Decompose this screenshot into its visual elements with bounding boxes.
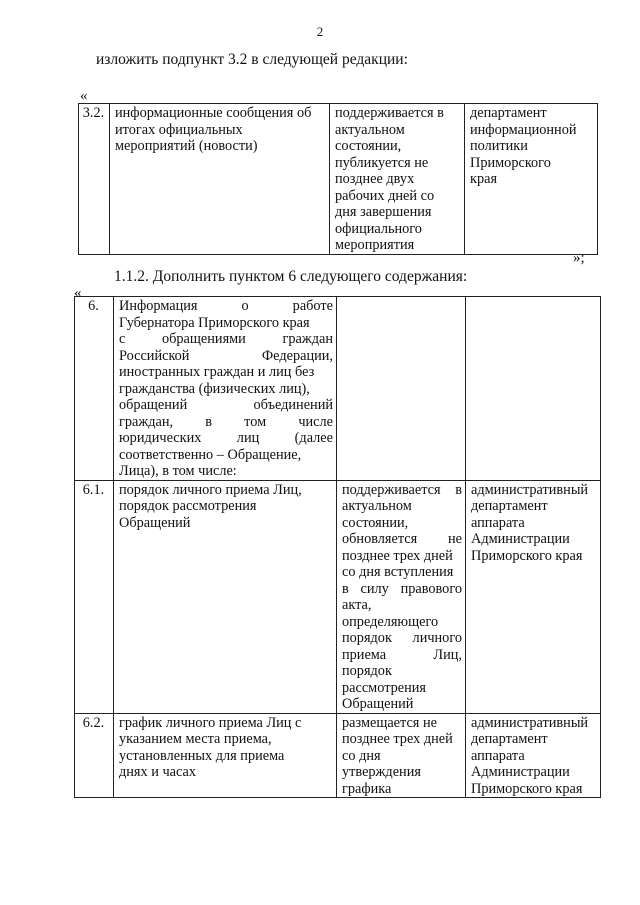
text-line: Обращений bbox=[342, 696, 414, 712]
item-term bbox=[337, 713, 466, 798]
item-name bbox=[114, 297, 337, 481]
text-line: юридических лиц (далее bbox=[119, 430, 333, 446]
text-line: порядок личного приема Лиц, bbox=[119, 481, 302, 498]
text-line: позднее двух bbox=[335, 171, 415, 187]
item-term bbox=[330, 104, 465, 255]
text-line: актуальном bbox=[342, 498, 412, 514]
text-line: официального bbox=[335, 220, 422, 237]
text-line: административный bbox=[471, 714, 589, 731]
text-line: утверждения bbox=[342, 764, 421, 780]
text-line: акта, bbox=[342, 597, 372, 613]
text-line: позднее трех дней bbox=[342, 547, 453, 564]
item-responsible bbox=[466, 713, 601, 798]
table-section-6 bbox=[74, 296, 601, 798]
text-line: Информация о работе bbox=[119, 298, 333, 314]
page-number: 2 bbox=[316, 24, 324, 39]
text-line: со дня bbox=[342, 747, 381, 764]
text-line: итогах официальных bbox=[115, 121, 243, 138]
table-row bbox=[75, 480, 601, 713]
item-name bbox=[114, 480, 337, 713]
opening-quote: « bbox=[80, 88, 88, 104]
text-line: департамент bbox=[471, 731, 548, 747]
text-line: позднее трех дней bbox=[342, 731, 453, 747]
text-line: определяющего bbox=[342, 613, 439, 630]
text-line: информационные сообщения об bbox=[115, 105, 312, 121]
text-line: установленных для приема bbox=[119, 747, 285, 764]
text-line: политики bbox=[470, 138, 528, 154]
text-line: рассмотрения bbox=[342, 679, 426, 696]
text-line: граждан, в том числе bbox=[119, 413, 333, 430]
text-line: графика bbox=[342, 780, 392, 797]
opening-quote: « bbox=[74, 285, 82, 301]
item-term bbox=[337, 297, 466, 481]
item-name bbox=[114, 713, 337, 798]
table-row bbox=[79, 104, 598, 255]
text-line: поддерживается в bbox=[342, 481, 462, 498]
text-line: департамент bbox=[471, 498, 548, 514]
text-line: в силу правового bbox=[342, 580, 462, 597]
text-line: мероприятий (новости) bbox=[115, 138, 258, 154]
text-line: аппарата bbox=[471, 514, 525, 531]
table-row bbox=[75, 297, 601, 481]
text-line: иностранных граждан и лиц без bbox=[119, 364, 315, 380]
text-line: аппарата bbox=[471, 747, 525, 764]
text-line: Российской Федерации, bbox=[119, 347, 333, 364]
text-line: обновляется не bbox=[342, 531, 462, 547]
text-line: департамент bbox=[470, 105, 547, 121]
text-line: график личного приема Лиц с bbox=[119, 714, 302, 731]
intro-text: изложить подпункт 3.2 в следующей редакции: bbox=[96, 51, 408, 68]
text-line: соответственно – Обращение, bbox=[119, 446, 302, 463]
text-line: мероприятия bbox=[335, 237, 415, 253]
text-line: края bbox=[470, 171, 498, 187]
text-line: актуальном bbox=[335, 121, 405, 138]
text-line: Администрации bbox=[471, 531, 570, 547]
text-line: порядок bbox=[342, 663, 392, 679]
text-line: обращений объединений bbox=[119, 397, 333, 413]
text-line: приема Лиц, bbox=[342, 646, 462, 663]
text-line: Приморского края bbox=[471, 547, 583, 564]
text-line: указанием места приема, bbox=[119, 731, 272, 747]
row-number: 3.2. bbox=[79, 104, 110, 255]
item-name bbox=[110, 104, 330, 255]
text-line: порядок рассмотрения bbox=[119, 498, 257, 514]
item-term bbox=[337, 480, 466, 713]
text-line: днях и часах bbox=[119, 764, 196, 780]
text-line: со дня вступления bbox=[342, 564, 454, 580]
text-line: состоянии, bbox=[335, 138, 402, 154]
addition-text: 1.1.2. Дополнить пунктом 6 следующего содержания: bbox=[114, 268, 468, 285]
item-responsible bbox=[466, 480, 601, 713]
row-number: 6.1. bbox=[75, 480, 114, 713]
text-line: порядок личного bbox=[342, 630, 462, 646]
text-line: информационной bbox=[470, 121, 577, 138]
closing-quote: »; bbox=[573, 250, 585, 266]
text-line: Губернатора Приморского края bbox=[119, 314, 310, 331]
text-line: Обращений bbox=[119, 514, 191, 531]
text-line: административный bbox=[471, 481, 589, 498]
text-line: Приморского края bbox=[471, 780, 583, 797]
text-line: с обращениями граждан bbox=[119, 331, 333, 347]
table-row bbox=[75, 713, 601, 798]
text-line: дня завершения bbox=[335, 204, 432, 220]
item-responsible bbox=[465, 104, 598, 255]
text-line: Лица), в том числе: bbox=[119, 463, 237, 479]
row-number: 6. bbox=[75, 297, 114, 481]
item-responsible bbox=[466, 297, 601, 481]
text-line: Администрации bbox=[471, 764, 570, 780]
text-line: состоянии, bbox=[342, 514, 409, 531]
text-line: Приморского bbox=[470, 154, 551, 171]
row-number: 6.2. bbox=[75, 713, 114, 798]
text-line: размещается не bbox=[342, 714, 437, 731]
text-line: поддерживается в bbox=[335, 105, 444, 121]
text-line: рабочих дней со bbox=[335, 187, 435, 204]
text-line: публикуется не bbox=[335, 154, 429, 171]
text-line: гражданства (физических лиц), bbox=[119, 380, 310, 397]
table-section-3-2 bbox=[78, 103, 598, 255]
